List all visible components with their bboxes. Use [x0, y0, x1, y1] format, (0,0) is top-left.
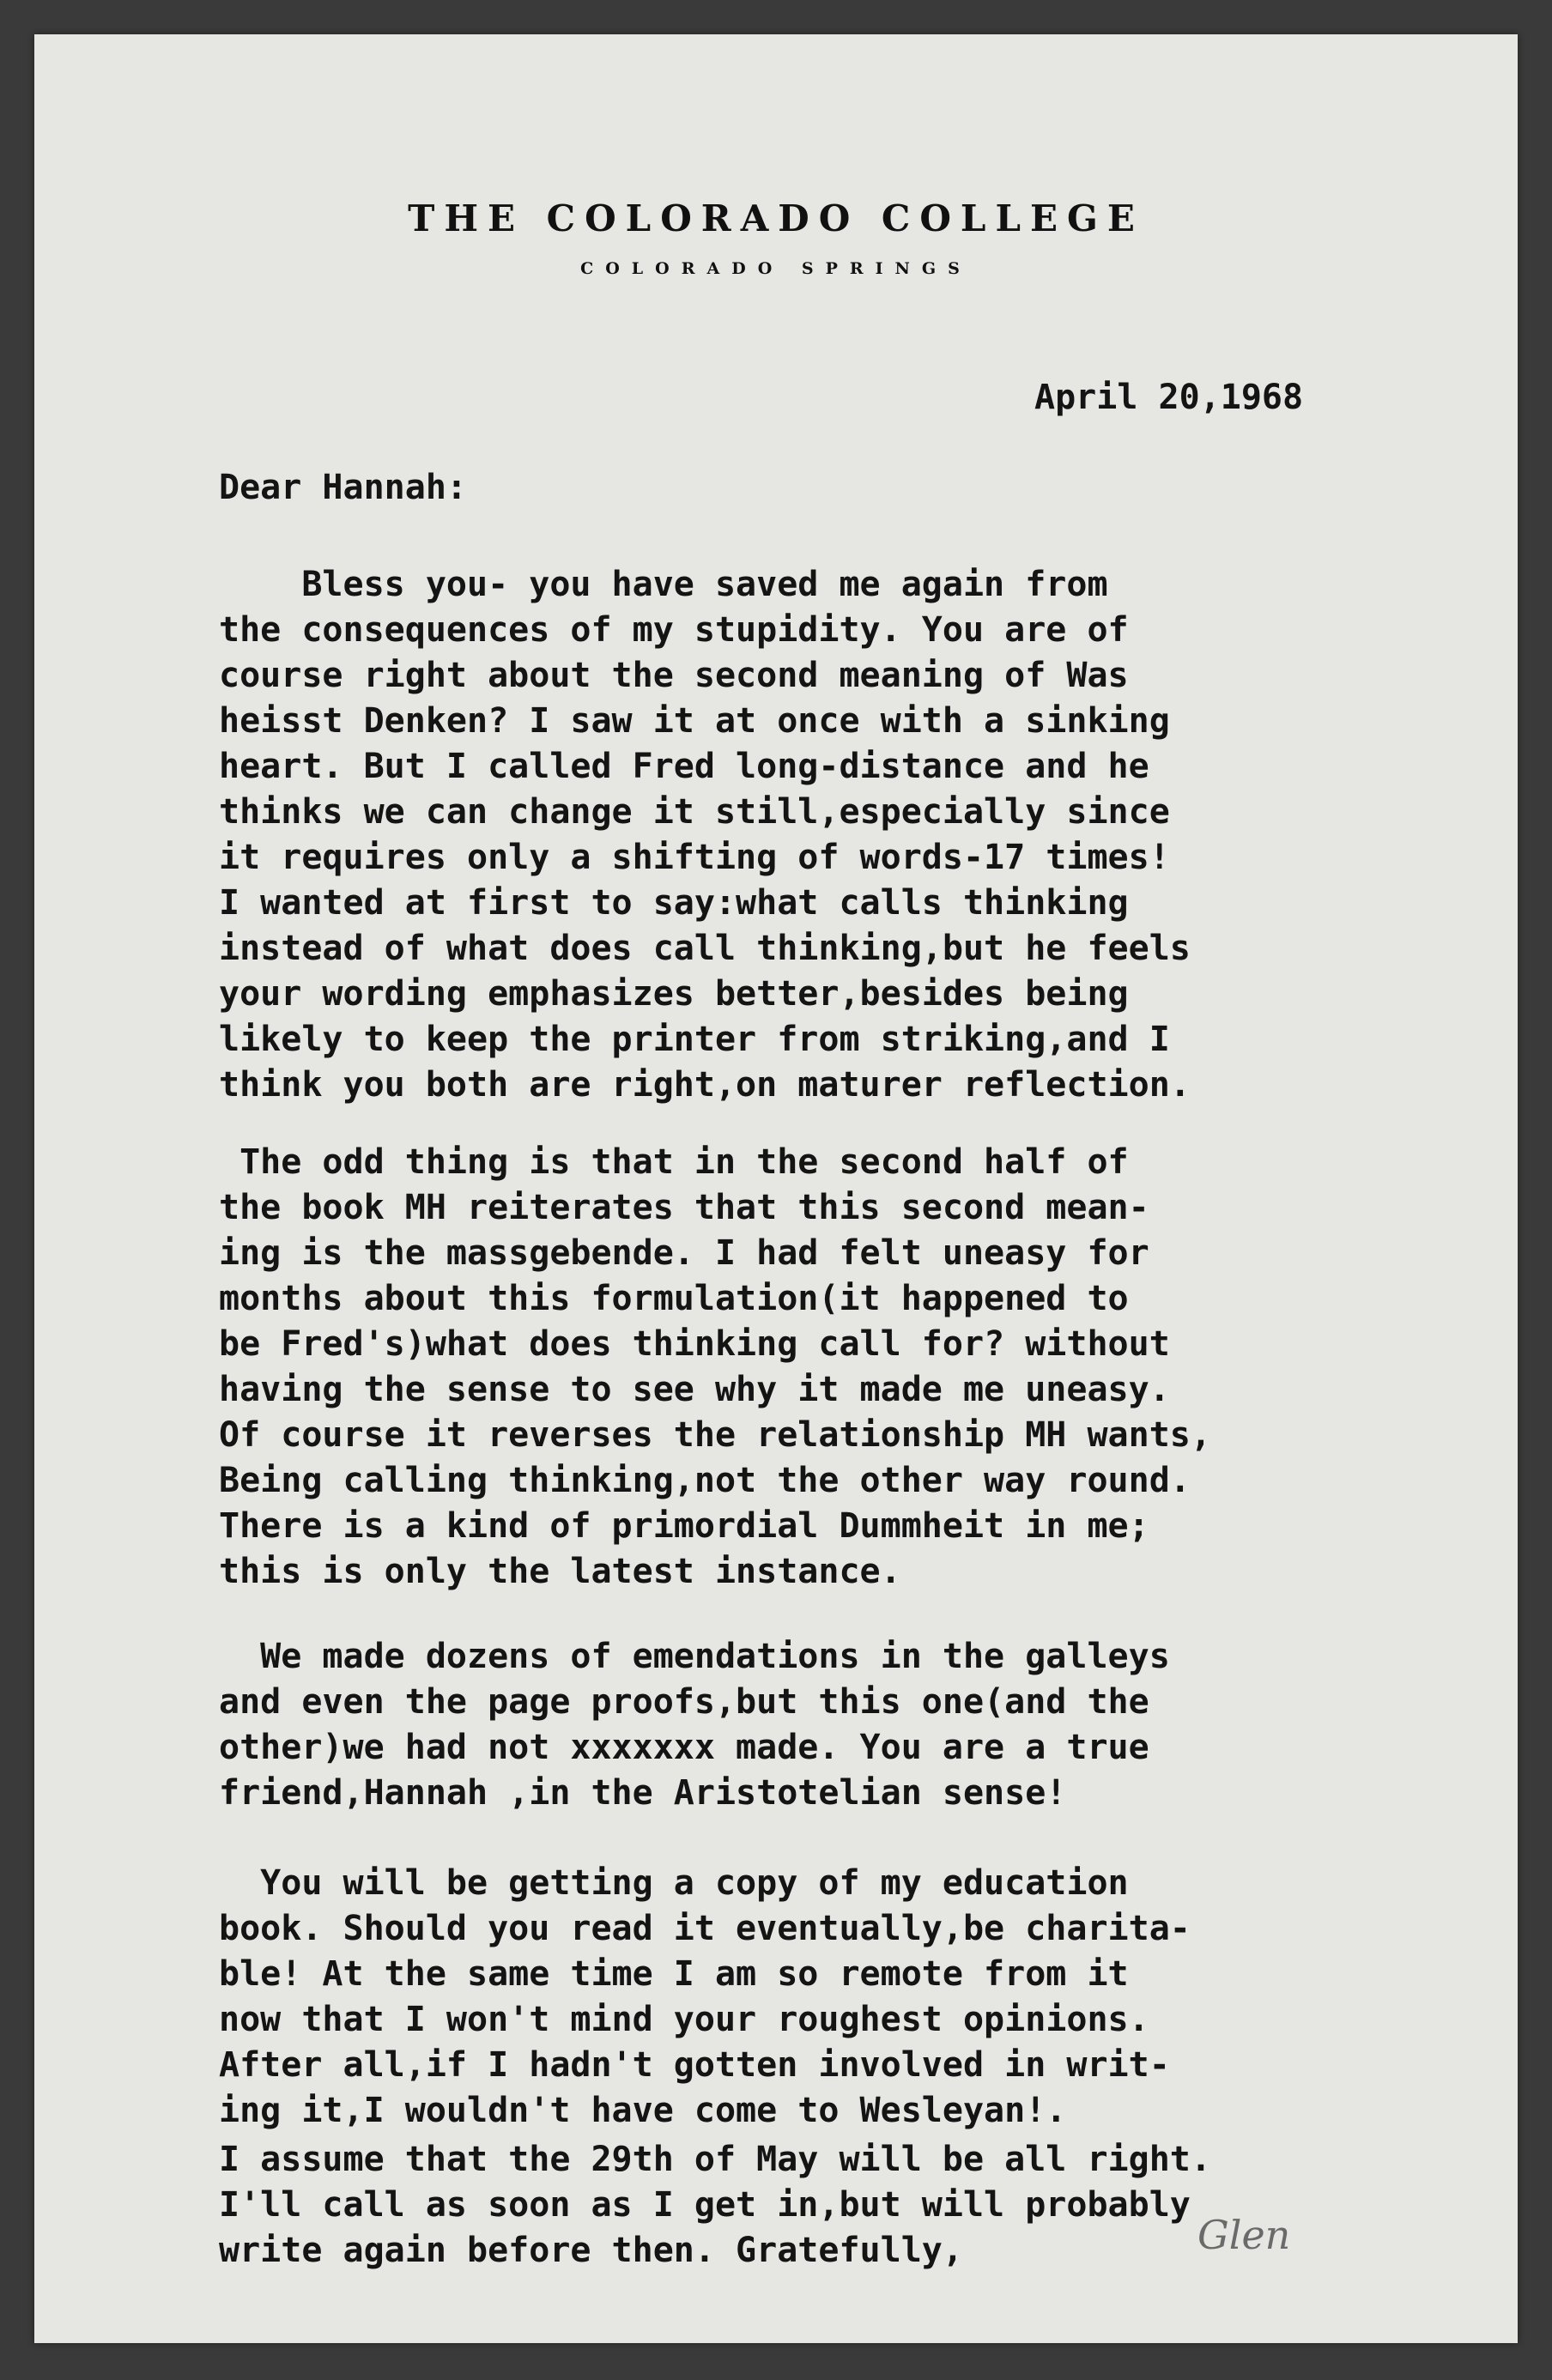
body-paragraph-4: You will be getting a copy of my education book. Should you read it eventually,be charita- ble! At the same time I am so remote from it now that I won't mind your roughest opinions. After all,if I hadn't gotten involved in writ- ing it,I wouldn't have come to Wesleyan!.	[219, 1863, 1191, 2130]
body-paragraph-5: I assume that the 29th of May will be all right. I'll call as soon as I get in,but will probably write again before then. Gratefully,	[219, 2140, 1211, 2270]
salutation: Dear Hannah:	[219, 468, 467, 507]
letter-date: April 20,1968	[1034, 378, 1304, 417]
body-paragraph-2: The odd thing is that in the second half of the book MH reiterates that this second mean- ing is the massgebende. I had felt uneasy for months about this formulation(it happened to be Fred's)what does thinking call for? without having the sense to see why it made me uneasy. Of course it reverses the relationship MH wants, Being calling thinking,not the other way round. There is a kind of primordial Dummheit in me; this is only the latest instance.	[219, 1142, 1211, 1591]
body-paragraph-3: We made dozens of emendations in the galleys and even the page proofs,but this one(and the other)we had not xxxxxxx made. You are a true friend,Hannah ,in the Aristotelian sense!	[219, 1637, 1170, 1813]
letterhead-institution: THE COLORADO COLLEGE	[408, 197, 1144, 239]
body-paragraph-1: Bless you- you have saved me again from the consequences of my stupidity. You are of course right about the second meaning of Was heisst Denken? I saw it at once with a sinking heart. But I called Fred long-distance and he thinks we can change it still,especially since it requires only a shifting of words-17 times! I wanted at first to say:what calls thinking instead of what does call thinking,but he feels your wording emphasizes better,besides being likely to keep the printer from striking,and I think you both are right,on maturer reflection.	[219, 565, 1191, 1105]
handwritten-signature: Glen	[1197, 2212, 1291, 2258]
letterhead-city: COLORADO SPRINGS	[580, 259, 972, 278]
letter-page	[34, 34, 1518, 2343]
